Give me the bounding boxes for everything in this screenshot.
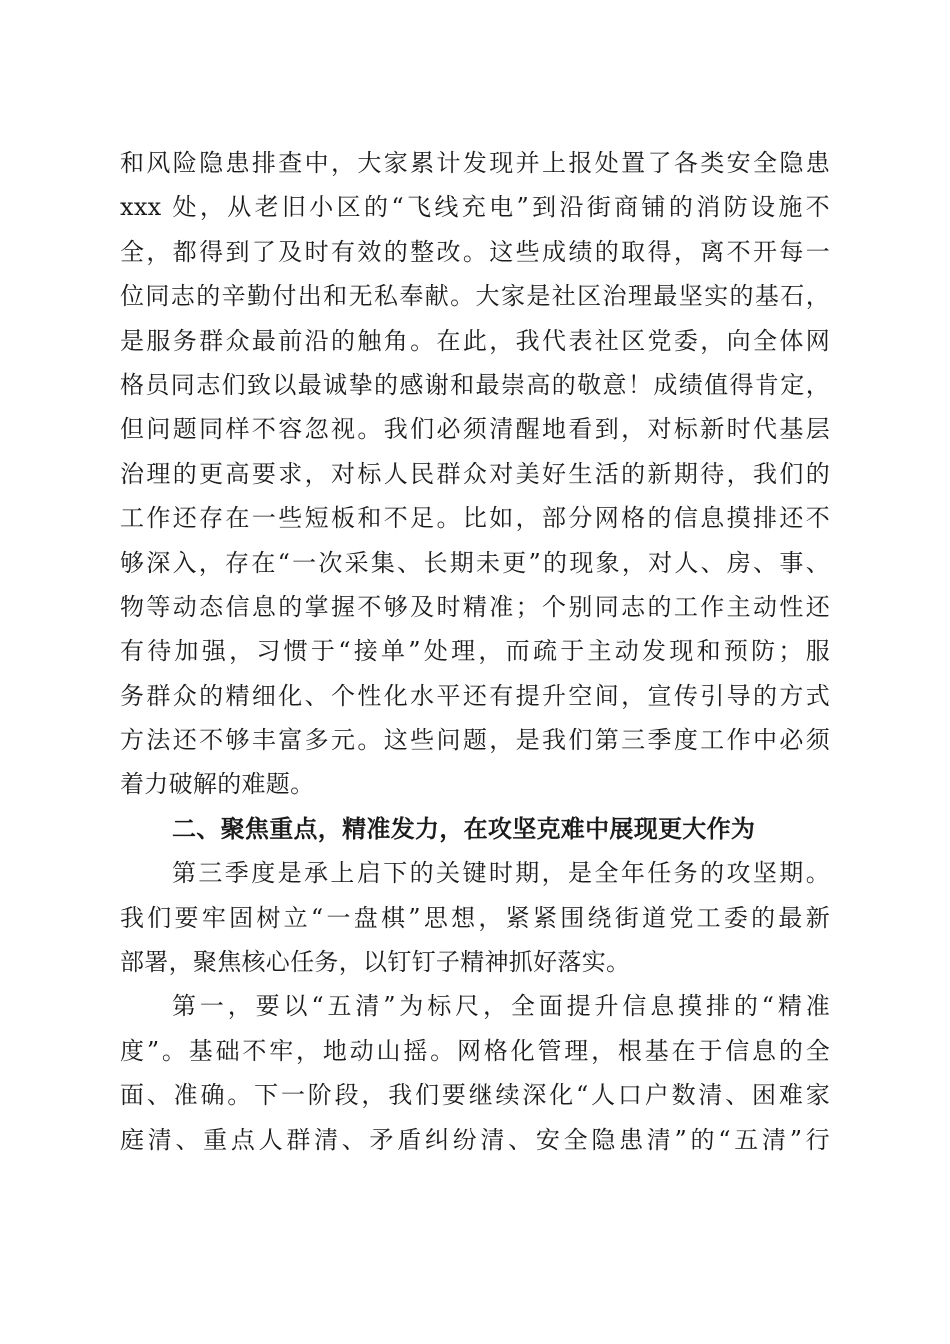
paragraph-section1 xyxy=(120,141,830,807)
text-line: 着力破解的难题。 xyxy=(120,770,315,799)
text-line: 面、准确。下一阶段，我们要继续深化“人口户数清、困难家 xyxy=(120,1081,830,1110)
text-line: 全，都得到了及时有效的整改。这些成绩的取得，离不开每一 xyxy=(120,237,830,266)
text-line: 够深入，存在“一次采集、长期未更”的现象，对人、房、事、 xyxy=(120,548,830,577)
text-line: 我们要牢固树立“一盘棋”思想，紧紧围绕街道党工委的最新 xyxy=(120,903,830,932)
document-body xyxy=(120,141,830,1162)
text-line: 物等动态信息的掌握不够及时精准；个别同志的工作主动性还 xyxy=(120,592,830,621)
paragraph-3 xyxy=(120,984,830,1162)
text-line: 第一，要以“五清”为标尺，全面提升信息摸排的“精准 xyxy=(172,992,830,1021)
text-line: 工作还存在一些短板和不足。比如，部分网格的信息摸排还不 xyxy=(120,504,830,533)
text-line: 治理的更高要求，对标人民群众对美好生活的新期待，我们的 xyxy=(120,459,830,488)
text-line: 是服务群众最前沿的触角。在此，我代表社区党委，向全体网 xyxy=(120,326,830,355)
text-line: 部署，聚焦核心任务，以钉钉子精神抓好落实。 xyxy=(120,948,631,977)
text-line: 庭清、重点人群清、矛盾纠纷清、安全隐患清”的“五清”行 xyxy=(120,1125,830,1154)
text-line: 但问题同样不容忽视。我们必须清醒地看到，对标新时代基层 xyxy=(120,415,830,444)
text-line: 第三季度是承上启下的关键时期，是全年任务的攻坚期。 xyxy=(172,859,830,888)
text-line: 有待加强，习惯于“接单”处理，而疏于主动发现和预防；服 xyxy=(120,637,830,666)
text-line: 位同志的辛勤付出和无私奉献。大家是社区治理最坚实的基石， xyxy=(120,282,830,311)
text-line: 务群众的精细化、个性化水平还有提升空间，宣传引导的方式 xyxy=(120,681,830,710)
text-line: 方法还不够丰富多元。这些问题，是我们第三季度工作中必须 xyxy=(120,726,830,755)
text-line: 和风险隐患排查中，大家累计发现并上报处置了各类安全隐患 xyxy=(120,149,830,177)
text-line: 格员同志们致以最诚挚的感谢和最崇高的敬意！成绩值得肯定， xyxy=(120,370,830,399)
paragraph-2 xyxy=(120,851,830,984)
section-heading: 二、聚焦重点，精准发力，在攻坚克难中展现更大作为 xyxy=(172,813,756,843)
text-line: 度”。基础不牢，地动山摇。网格化管理，根基在于信息的全 xyxy=(120,1036,830,1065)
text-line: xxx 处，从老旧小区的“飞线充电”到沿街商铺的消防设施不 xyxy=(120,193,830,222)
